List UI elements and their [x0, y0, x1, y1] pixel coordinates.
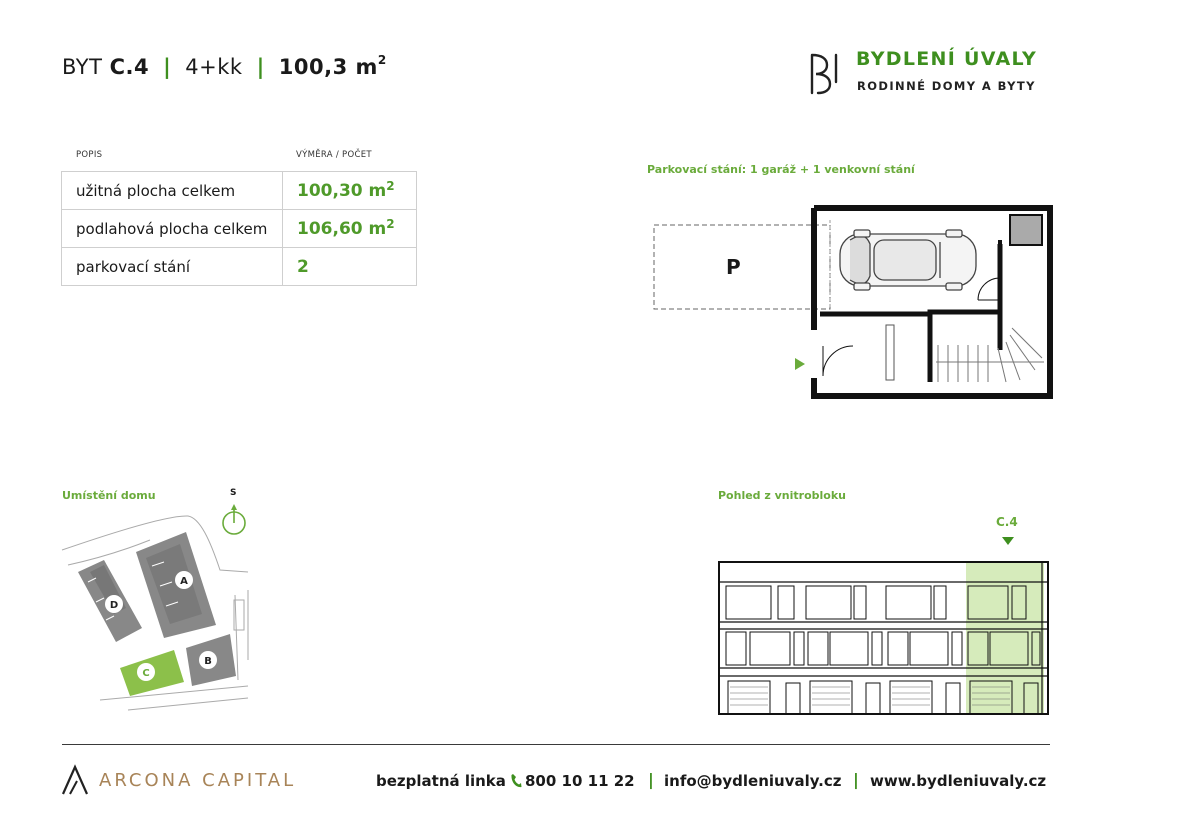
- location-caption: Umístění domu: [62, 489, 156, 502]
- table-row: [62, 248, 417, 286]
- row-label: užitná plocha celkem: [62, 172, 283, 210]
- north-label: S: [230, 488, 237, 498]
- house-label: B: [204, 656, 212, 667]
- car-icon: [840, 230, 976, 290]
- outdoor-parking-label: P: [726, 255, 741, 279]
- marker-arrow-icon: [1001, 536, 1015, 546]
- row-value: 100,30 $m^2$: [283, 172, 417, 210]
- garage-floor-plan: [640, 200, 1060, 405]
- row-label: parkovací stání: [62, 248, 283, 286]
- house-label: C: [142, 668, 150, 679]
- email-link[interactable]: info@bydleniuvaly.cz: [664, 772, 842, 790]
- brand-tagline: RODINNÉ DOMY A BYTY: [857, 79, 1036, 93]
- apartment-code: C.4: [109, 55, 150, 79]
- brand-logo-icon: [808, 52, 840, 96]
- table-row: [62, 172, 417, 210]
- table-header-label: POPIS: [76, 150, 103, 160]
- apartment-prefix: BYT: [62, 55, 103, 79]
- footer-divider: [62, 744, 1050, 745]
- phone-number[interactable]: 800 10 11 22: [525, 772, 635, 790]
- parking-caption: Parkovací stání: 1 garáž + 1 venkovní stání: [647, 163, 915, 176]
- facade-elevation: [716, 559, 1052, 719]
- company-name: ARCONA CAPITAL: [99, 770, 297, 791]
- house-label: D: [109, 600, 119, 611]
- row-label: podlahová plocha celkem: [62, 210, 283, 248]
- apartment-area: 100,3 $m^2$: [278, 53, 387, 79]
- row-value: 2: [283, 248, 417, 286]
- view-caption: Pohled z vnitrobloku: [718, 489, 846, 502]
- stairs: [936, 328, 1044, 382]
- arcona-logo-icon: [61, 764, 89, 796]
- outdoor-parking-space: [654, 225, 830, 309]
- website-link[interactable]: www.bydleniuvaly.cz: [870, 772, 1047, 790]
- building-a: [136, 532, 216, 638]
- entrance-arrow-icon: [795, 358, 805, 370]
- table-row: [62, 210, 417, 248]
- unit-marker-label: C.4: [996, 515, 1018, 529]
- row-value: 106,60 $m^2$: [283, 210, 417, 248]
- specs-table: [61, 171, 417, 286]
- apartment-title: BYT C.4 | 4+kk | 100,3 $m^2$: [62, 53, 387, 79]
- phone-icon: [510, 773, 522, 789]
- site-map: [60, 510, 255, 722]
- hotline-label: bezplatná linka: [376, 772, 506, 790]
- table-header-value: VÝMĚRA / POČET: [296, 150, 372, 160]
- apartment-layout: 4+kk: [185, 55, 243, 79]
- brand-name: BYDLENÍ ÚVALY: [856, 48, 1037, 70]
- house-label: A: [180, 576, 188, 587]
